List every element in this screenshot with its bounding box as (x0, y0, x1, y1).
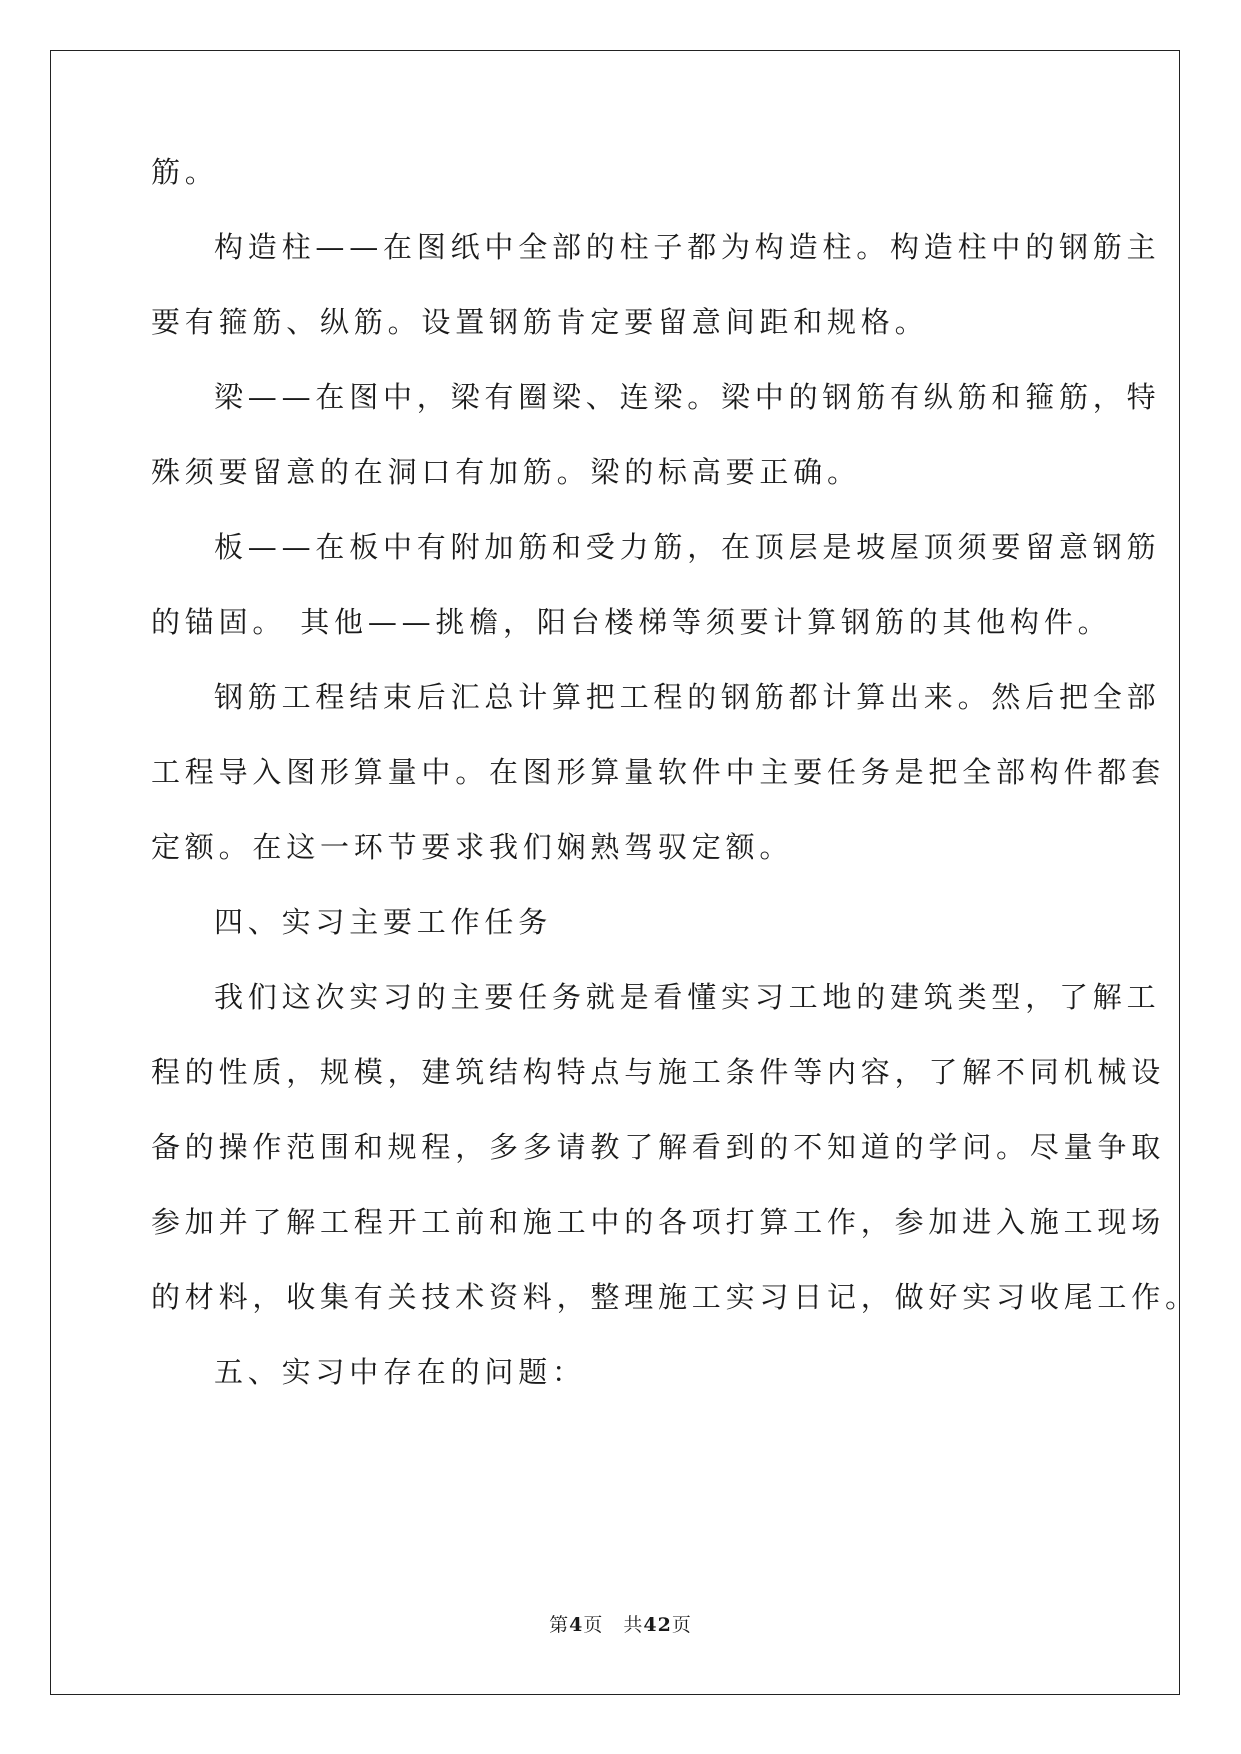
text-line: 的材料，收集有关技术资料，整理施工实习日记，做好实习收尾工作。 (151, 1280, 1199, 1314)
text-line: 筋。 (151, 155, 219, 189)
text-line: 殊须要留意的在洞口有加筋。梁的标高要正确。 (151, 455, 861, 489)
section-heading: 五、实习中存在的问题： (214, 1355, 586, 1389)
text-line: 梁——在图中，梁有圈梁、连梁。梁中的钢筋有纵筋和箍筋，特 (214, 380, 1161, 414)
total-pages: 42 (643, 1614, 672, 1636)
page-suffix: 页 (583, 1614, 604, 1636)
page-number: 4 (569, 1614, 584, 1636)
text-line: 工程导入图形算量中。在图形算量软件中主要任务是把全部构件都套 (151, 755, 1166, 789)
text-line: 要有箍筋、纵筋。设置钢筋肯定要留意间距和规格。 (151, 305, 929, 339)
text-line: 定额。在这一环节要求我们娴熟驾驭定额。 (151, 830, 794, 864)
total-prefix: 共 (623, 1614, 644, 1636)
text-line: 板——在板中有附加筋和受力筋，在顶层是坡屋顶须要留意钢筋 (214, 530, 1161, 564)
section-heading: 四、实习主要工作任务 (214, 905, 553, 939)
text-line: 钢筋工程结束后汇总计算把工程的钢筋都计算出来。然后把全部 (214, 680, 1161, 714)
page-border (50, 50, 1180, 1695)
total-suffix: 页 (671, 1614, 692, 1636)
text-line: 备的操作范围和规程，多多请教了解看到的不知道的学问。尽量争取 (151, 1130, 1166, 1164)
text-line: 参加并了解工程开工前和施工中的各项打算工作，参加进入施工现场 (151, 1205, 1166, 1239)
text-line: 程的性质，规模，建筑结构特点与施工条件等内容，了解不同机械设 (151, 1055, 1166, 1089)
text-line: 的锚固。 其他——挑檐，阳台楼梯等须要计算钢筋的其他构件。 (151, 605, 1112, 639)
text-line: 构造柱——在图纸中全部的柱子都为构造柱。构造柱中的钢筋主 (214, 230, 1161, 264)
page-prefix: 第 (549, 1614, 570, 1636)
text-line: 我们这次实习的主要任务就是看懂实习工地的建筑类型，了解工 (214, 980, 1161, 1014)
page-footer (0, 1612, 1241, 1638)
